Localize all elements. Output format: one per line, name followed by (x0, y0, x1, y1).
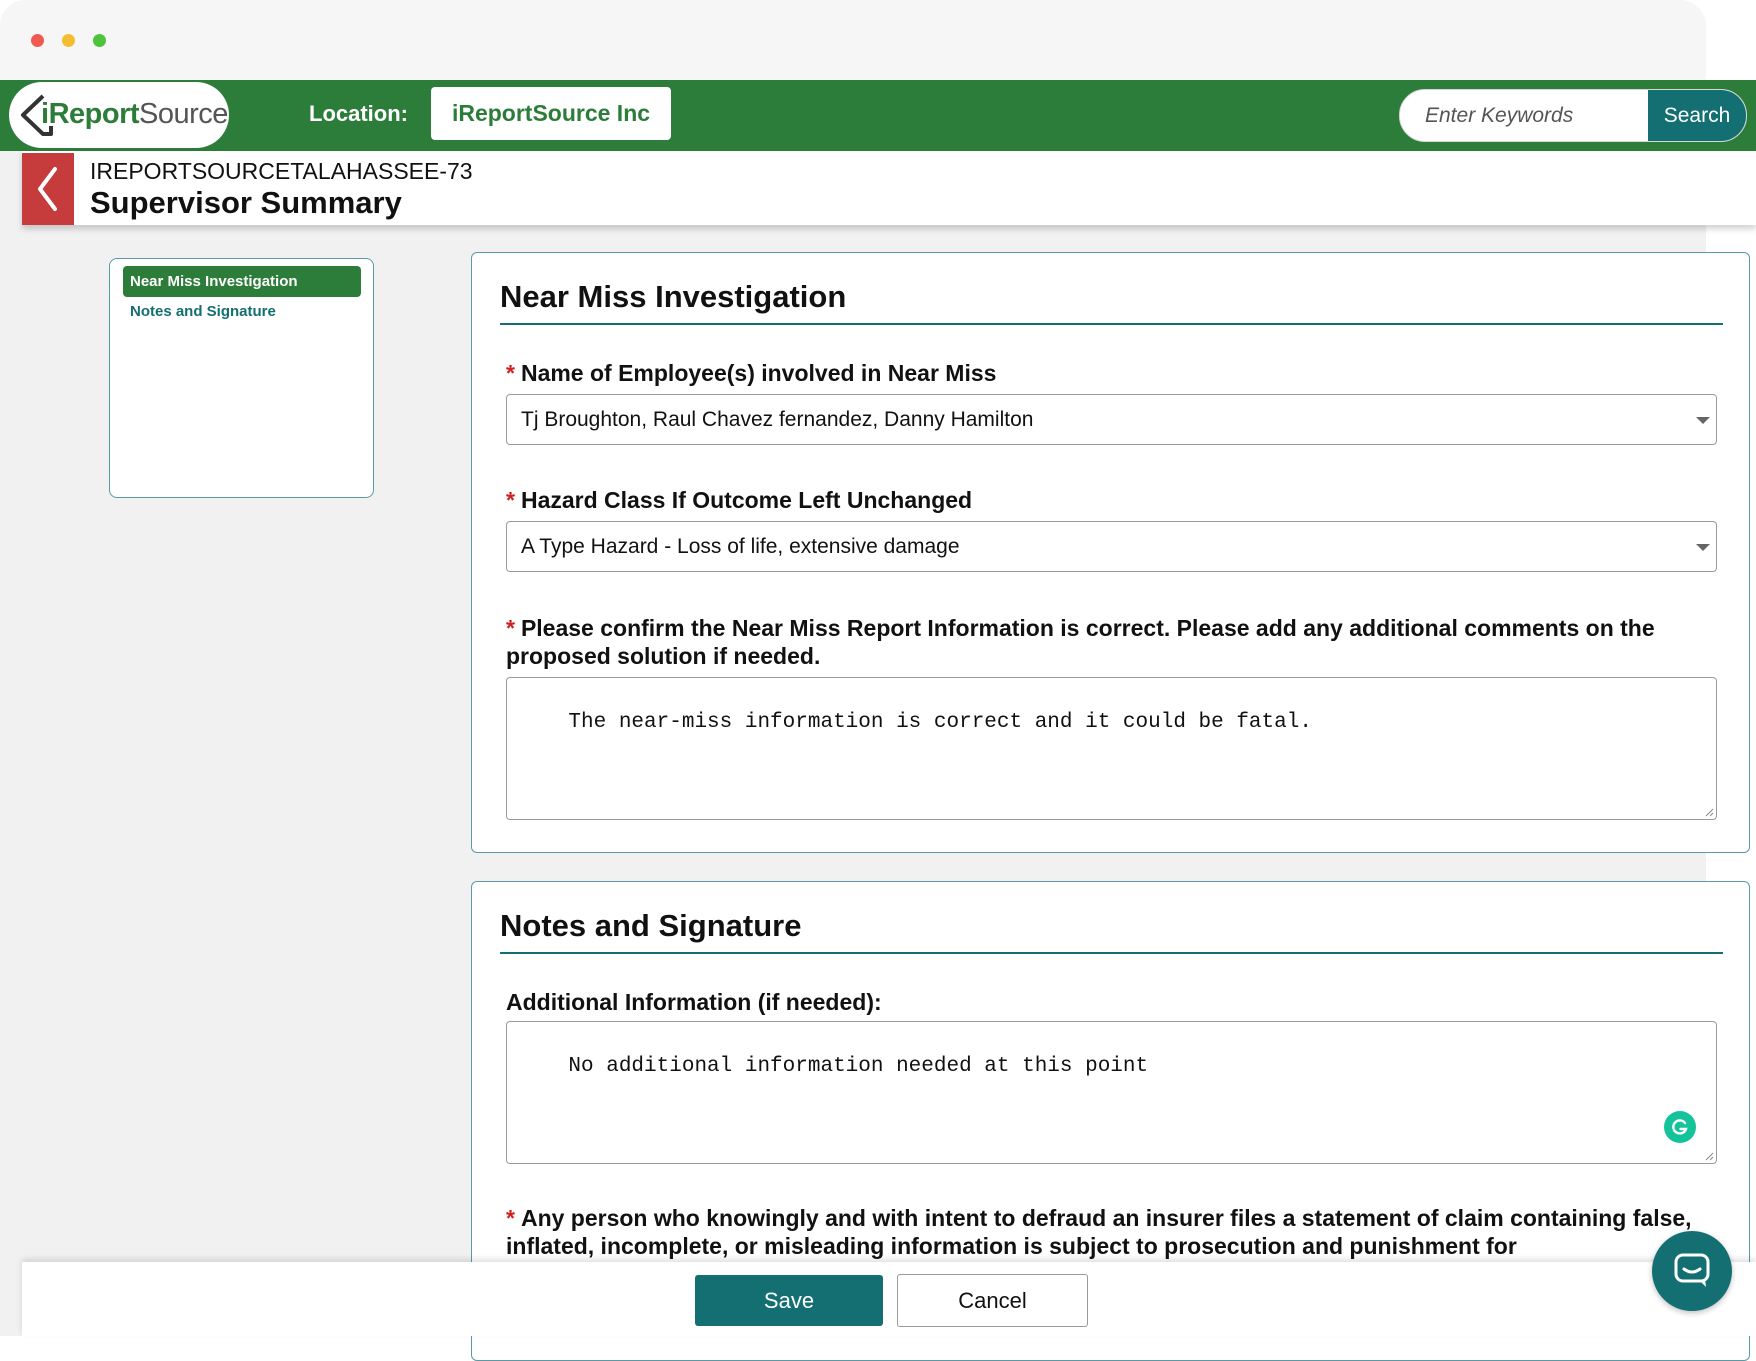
required-marker: * (506, 615, 515, 641)
additional-info-label: Additional Information (if needed): (506, 989, 882, 1015)
resize-grip-icon[interactable] (1704, 807, 1714, 817)
hazard-label-text: Hazard Class If Outcome Left Unchanged (520, 487, 973, 513)
hazard-class-select[interactable] (506, 521, 1717, 572)
section-divider (500, 952, 1723, 954)
search-input[interactable] (1400, 90, 1648, 141)
window-titlebar (0, 0, 1706, 80)
app-logo[interactable] (9, 82, 229, 148)
fraud-statement-label (506, 1204, 1709, 1260)
nav-item-near-miss-investigation[interactable]: Near Miss Investigation (123, 266, 361, 297)
report-id: IREPORTSOURCETALAHASSEE-73 (90, 158, 473, 184)
near-miss-investigation-section (471, 252, 1750, 853)
save-button[interactable]: Save (695, 1275, 883, 1326)
confirm-field-label (506, 614, 1709, 670)
chat-icon (1672, 1252, 1712, 1290)
employees-select-value: Tj Broughton, Raul Chavez fernandez, Danny Hamilton (521, 407, 1034, 431)
required-marker: * (506, 487, 515, 513)
confirm-textarea-value: The near-miss information is correct and it could be fatal. (568, 711, 1312, 734)
chat-support-button[interactable] (1652, 1231, 1732, 1311)
required-marker: * (506, 360, 515, 386)
hazard-select-value: A Type Hazard - Loss of life, extensive damage (521, 534, 960, 558)
additional-info-textarea[interactable] (506, 1021, 1717, 1164)
confirm-label-text: Please confirm the Near Miss Report Information is correct. Please add any additional comments on the proposed solution if needed. (506, 615, 1655, 669)
minimize-window-button[interactable] (62, 34, 75, 47)
additional-textarea-value: No additional information needed at this point (568, 1055, 1149, 1078)
section-divider (500, 323, 1723, 325)
section-title: Near Miss Investigation (500, 279, 847, 314)
chevron-left-icon (35, 165, 61, 213)
search-button[interactable]: Search (1648, 90, 1746, 141)
logo-text-report: Report (48, 98, 140, 130)
employees-label-text: Name of Employee(s) involved in Near Miss (520, 360, 997, 386)
logo-text-source: Source (139, 98, 228, 130)
employees-field-label (506, 359, 1709, 387)
section-nav (109, 258, 374, 498)
close-window-button[interactable] (31, 34, 44, 47)
form-footer (22, 1262, 1756, 1336)
cancel-button[interactable]: Cancel (897, 1274, 1088, 1327)
dropdown-caret-icon (1696, 544, 1710, 551)
maximize-window-button[interactable] (93, 34, 106, 47)
back-button[interactable] (22, 153, 74, 225)
logo-text-i: i (41, 98, 49, 130)
fraud-label-text: Any person who knowingly and with intent to defraud an insurer files a statement of claim containing false, inflated, incomplete, or misleading information is subject to prosecution and punishment for (506, 1205, 1692, 1259)
page-title: Supervisor Summary (90, 185, 402, 220)
employees-select[interactable] (506, 394, 1717, 445)
logo-wordmark (41, 98, 228, 131)
nav-item-notes-and-signature[interactable]: Notes and Signature (130, 303, 276, 320)
resize-grip-icon[interactable] (1704, 1151, 1714, 1161)
grammarly-g-icon (1670, 1117, 1690, 1137)
dropdown-caret-icon (1696, 417, 1710, 424)
confirm-comments-textarea[interactable] (506, 677, 1717, 820)
required-marker: * (506, 1205, 515, 1231)
location-label: Location: (309, 101, 408, 126)
hazard-field-label (506, 486, 1709, 514)
grammarly-icon[interactable] (1664, 1111, 1696, 1143)
search-bar (1399, 89, 1747, 142)
section-title: Notes and Signature (500, 908, 802, 943)
location-selector[interactable]: iReportSource Inc (431, 87, 671, 140)
